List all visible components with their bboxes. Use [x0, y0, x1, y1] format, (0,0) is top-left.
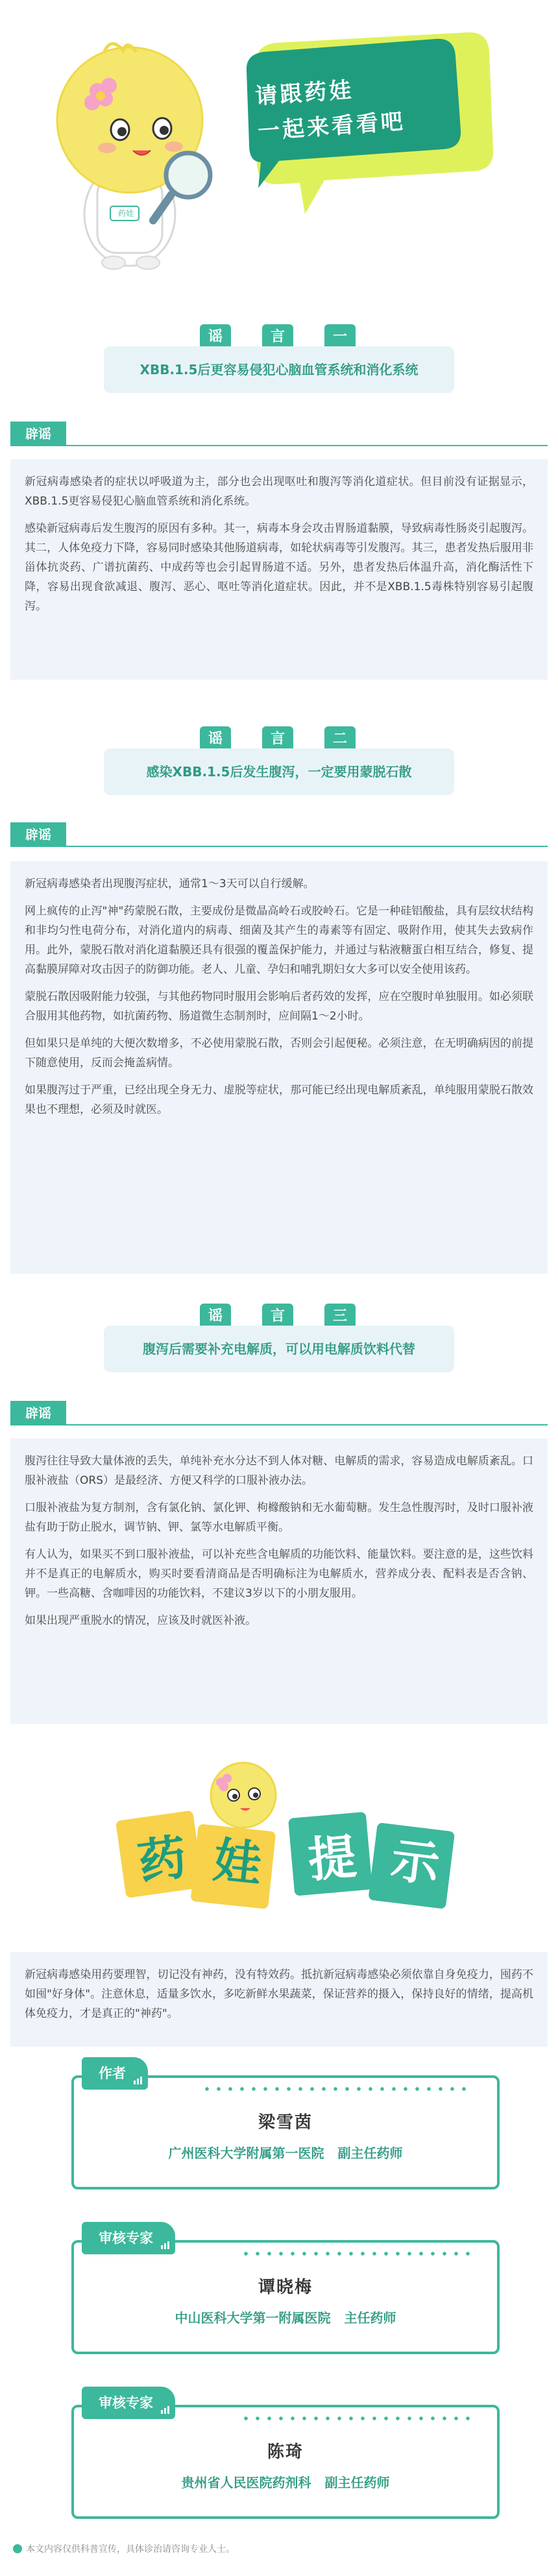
credit-card-reviewer-1 — [71, 2222, 500, 2354]
rumor-2-tag: 辟谣 — [10, 822, 66, 847]
dotted-line — [240, 2416, 474, 2420]
credit-role: 作者 — [99, 2066, 126, 2081]
rumor-3-content — [10, 1438, 548, 1724]
tip-char-3: 提 — [306, 1828, 359, 1889]
rumor-3-badge-2: 言 — [262, 1304, 293, 1330]
credit-role-tag — [82, 2387, 175, 2419]
rumor-2-title: 感染XBB.1.5后发生腹泻，一定要用蒙脱石散 — [104, 748, 454, 795]
mascot-icon — [57, 43, 210, 269]
dotted-line — [201, 2087, 474, 2091]
rumor-2-paragraph: 新冠病毒感染者出现腹泻症状，通常1～3天可以自行缓解。 — [25, 877, 315, 890]
footer-note-text: 本文内容仅供科普宣传，具体诊治请咨询专业人士。 — [26, 2544, 235, 2555]
rumor-3-badge-3: 三 — [324, 1304, 356, 1330]
hero-banner — [0, 0, 558, 285]
credit-affiliation: 广州医科大学附属第一医院 副主任药师 — [168, 2145, 403, 2161]
credit-name: 谭晓梅 — [258, 2278, 313, 2297]
rumor-3-divider — [10, 1424, 548, 1425]
rumor-2-content — [10, 861, 548, 1274]
rumor-3-tag: 辟谣 — [10, 1401, 66, 1425]
tag-bars-icon — [161, 2406, 170, 2414]
tip-illustration — [0, 1751, 558, 1933]
tip-content — [10, 1952, 548, 2047]
rumor-3-title: 腹泻后需要补充电解质，可以用电解质饮料代替 — [104, 1326, 454, 1372]
footer-note — [13, 2542, 235, 2555]
mascot-badge: 药娃 — [117, 209, 134, 218]
rumor-2-paragraph: 但如果只是单纯的大便次数增多，不必使用蒙脱石散，否则会引起便秘。必须注意，在无明确病因的前提下随意使用，反而会掩盖病情。 — [25, 1037, 533, 1069]
rumor-3-paragraph: 腹泻往往导致大量体液的丢失，单纯补充水分达不到人体对糖、电解质的需求，容易造成电解质紊乱。口服补液盐（ORS）是最经济、方便又科学的口服补液办法。 — [25, 1455, 533, 1487]
rumor-3-paragraph: 口服补液盐为复方制剂，含有氯化钠、氯化钾、枸橼酸钠和无水葡萄糖。发生急性腹泻时，及时口服补液盐有助于防止脱水，调节钠、钾、氯等水电解质平衡。 — [25, 1501, 533, 1534]
tip-text: 新冠病毒感染用药要理智，切记没有神药，没有特效药。抵抗新冠病毒感染必须依靠自身免疫力，囤药不如囤"好身体"。注意休息，适量多饮水，多吃新鲜水果蔬菜，保证营养的摄入，保持良好的情绪，提高机体免疫力，才是真正的"神药"。 — [25, 1968, 533, 2020]
tip-char-1: 药 — [134, 1829, 190, 1891]
rumor-2-paragraph: 网上疯传的止泻"神"药蒙脱石散，主要成份是微晶高岭石或胶岭石。它是一种硅铝酸盐，具有层纹状结构和非均匀性电荷分布，对消化道内的病毒、细菌及其产生的毒素等有固定、吸附作用，使其失去致病作用。此外，蒙脱石散对消化道黏膜还具有很强的覆盖保护能力，并通过与粘液糖蛋白相互结合，修复、提高黏膜屏障对攻击因子的防御功能。老人、儿童、孕妇和哺乳期妇女大多可以安全使用该药。 — [25, 905, 533, 976]
rumor-1-badge-3: 一 — [324, 324, 356, 350]
dotted-line — [240, 2252, 474, 2256]
rumor-2-paragraph: 如果腹泻过于严重，已经出现全身无力、虚脱等症状，那可能已经出现电解质紊乱，单纯服用蒙脱石散效果也不理想，必须及时就医。 — [25, 1084, 533, 1116]
bubble-line-1: 请跟药娃 — [254, 77, 355, 110]
rumor-1-tag: 辟谣 — [10, 422, 66, 446]
bubble-text — [254, 66, 447, 149]
rumor-3-paragraph: 如果出现严重脱水的情况，应该及时就医补液。 — [25, 1614, 256, 1627]
rumor-2-paragraph: 蒙脱石散因吸附能力较强，与其他药物同时服用会影响后者药效的发挥，应在空腹时单独服用。如必须联合服用其他药物，如抗菌药物、肠道微生态制剂时，应间隔1～2小时。 — [25, 990, 533, 1023]
rumor-3-paragraph: 有人认为，如果买不到口服补液盐，可以补充些含电解质的功能饮料、能量饮料。要注意的是，这些饮料并不是真正的电解质水，购买时要看清商品是否明确标注为电解质水，营养成分表、配料表是否含钠、钾。一些高糖、含咖啡因的功能饮料，不建议3岁以下的小朋友服用。 — [25, 1548, 533, 1600]
credit-affiliation: 贵州省人民医院药剂科 副主任药师 — [181, 2475, 390, 2490]
rumor-1-paragraph: 新冠病毒感染者的症状以呼吸道为主，部分也会出现呕吐和腹泻等消化道症状。但目前没有证据显示，XBB.1.5更容易侵犯心脑血管系统和消化系统。 — [25, 475, 533, 508]
tip-char-4: 示 — [388, 1831, 443, 1894]
credit-card-reviewer-2 — [71, 2387, 500, 2519]
rumor-3-badge-1: 谣 — [200, 1304, 231, 1330]
credit-role: 审核专家 — [99, 2395, 153, 2411]
rumor-2-badge-2: 言 — [262, 726, 293, 752]
credit-affiliation: 中山医科大学第一附属医院 主任药师 — [175, 2310, 396, 2326]
rumor-1-content — [10, 459, 548, 680]
credit-name: 陈琦 — [267, 2442, 304, 2462]
rumor-1-badge-2: 言 — [262, 324, 293, 350]
mascot-small-icon — [211, 1763, 276, 1828]
rumor-2-divider — [10, 846, 548, 847]
credit-role-tag — [82, 2057, 148, 2090]
credit-role-tag — [82, 2222, 175, 2254]
tag-bars-icon — [161, 2241, 170, 2249]
tip-banner — [0, 1751, 558, 1933]
tip-char-2: 娃 — [210, 1832, 265, 1893]
info-icon — [13, 2544, 22, 2553]
credit-card-author — [71, 2057, 500, 2189]
tag-bars-icon — [134, 2077, 143, 2084]
rumor-1-badge-1: 谣 — [200, 324, 231, 350]
rumor-2-badge-1: 谣 — [200, 726, 231, 752]
rumor-1-paragraph: 感染新冠病毒后发生腹泻的原因有多种。其一，病毒本身会攻击胃肠道黏膜，导致病毒性肠炎引起腹泻。其二，人体免疫力下降，容易同时感染其他肠道病毒，如轮状病毒等引发腹泻。其三，患者发热后服用非甾体抗炎药、广谱抗菌药、中成药等也会引起胃肠道不适。另外，患者发热后体温升高，消化酶活性下降，容易出现食欲减退、腹泻、恶心、呕吐等消化道症状。因此，并不是XBB.1.5毒株特别容易引起腹泻。 — [25, 522, 533, 613]
rumor-1-title: XBB.1.5后更容易侵犯心脑血管系统和消化系统 — [104, 346, 454, 393]
rumor-2-badge-3: 二 — [324, 726, 356, 752]
bubble-line-2: 一起来看看吧 — [256, 108, 407, 145]
credit-name: 梁雪茵 — [258, 2113, 313, 2132]
credit-role: 审核专家 — [99, 2230, 153, 2246]
rumor-1-divider — [10, 445, 548, 446]
